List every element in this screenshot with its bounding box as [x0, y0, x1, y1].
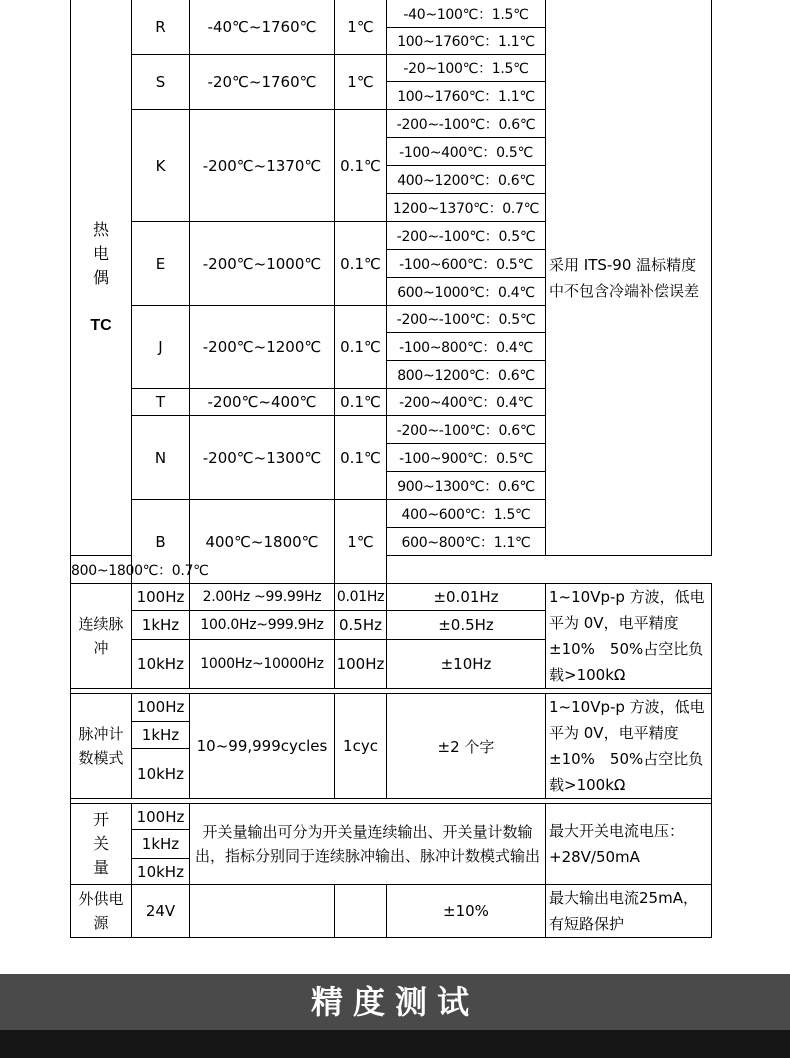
tc-accuracy: -100~400℃：0.5℃: [387, 138, 546, 166]
supply-range-empty: [190, 885, 335, 938]
count-range: 10~99,999cycles: [190, 694, 335, 799]
count-resolution: 1cyc: [335, 694, 387, 799]
tc-accuracy: 600~800℃：1.1℃: [387, 528, 546, 556]
tc-accuracy: -200~-100℃：0.6℃: [387, 110, 546, 138]
spec-table: [70, 0, 712, 938]
tc-type: R: [132, 0, 190, 55]
pulse-range: 100.0Hz~999.9Hz: [190, 611, 335, 639]
tc-accuracy: 100~1760℃：1.1℃: [387, 28, 546, 55]
tc-resolution: 1℃: [335, 0, 387, 55]
tc-accuracy: 900~1300℃：0.6℃: [387, 472, 546, 500]
tc-range: 400℃~1800℃: [190, 500, 335, 584]
pulse-resolution: 100Hz: [335, 639, 387, 688]
count-frequency: 100Hz: [132, 694, 190, 722]
section-banner: [0, 974, 790, 1058]
tc-type: E: [132, 222, 190, 306]
tc-type: T: [132, 389, 190, 416]
tc-resolution: 0.1℃: [335, 389, 387, 416]
tc-accuracy: -200~400℃：0.4℃: [387, 389, 546, 416]
tc-type: J: [132, 306, 190, 389]
tc-range: -200℃~400℃: [190, 389, 335, 416]
tc-accuracy: -200~-100℃：0.5℃: [387, 222, 546, 250]
tc-accuracy: 800~1800℃：0.7℃: [71, 556, 132, 584]
tc-type: S: [132, 55, 190, 110]
tc-accuracy: -100~800℃：0.4℃: [387, 333, 546, 361]
tc-accuracy: 100~1760℃：1.1℃: [387, 82, 546, 110]
switch-description: 开关量输出可分为开关量连续输出、开关量计数输出，指标分别同于连续脉冲输出、脉冲计数模式输出: [190, 804, 546, 885]
supply-voltage: 24V: [132, 885, 190, 938]
tc-accuracy: 400~1200℃：0.6℃: [387, 166, 546, 194]
tc-accuracy: 600~1000℃：0.4℃: [387, 278, 546, 306]
switch-frequency: 100Hz: [132, 804, 190, 830]
supply-accuracy: ±10%: [387, 885, 546, 938]
tc-accuracy: 1200~1370℃：0.7℃: [387, 194, 546, 222]
tc-range: -200℃~1200℃: [190, 306, 335, 389]
count-frequency: 10kHz: [132, 749, 190, 799]
switch-frequency: 1kHz: [132, 830, 190, 859]
tc-range: -20℃~1760℃: [190, 55, 335, 110]
tc-resolution: 0.1℃: [335, 416, 387, 500]
continuous-pulse-note: 1~10Vp-p 方波，低电平为 0V，电平精度±10% 50%占空比负载>100kΩ: [546, 584, 712, 689]
supply-note: 最大输出电流25mA，有短路保护: [546, 885, 712, 938]
tc-accuracy: 800~1200℃：0.6℃: [387, 361, 546, 389]
tc-resolution: 0.1℃: [335, 110, 387, 222]
supply-resolution-empty: [335, 885, 387, 938]
tc-type: N: [132, 416, 190, 500]
switch-note: 最大开关电流电压：+28V/50mA: [546, 804, 712, 885]
thermocouple-group-label: 热 电 偶 TC: [71, 0, 132, 556]
tc-type: B: [132, 500, 190, 584]
tc-range: -200℃~1000℃: [190, 222, 335, 306]
banner-title: 精度测试: [310, 983, 479, 1021]
tc-accuracy: -40~100℃：1.5℃: [387, 0, 546, 28]
tc-accuracy: 400~600℃：1.5℃: [387, 500, 546, 528]
pulse-frequency: 1kHz: [132, 611, 190, 639]
count-frequency: 1kHz: [132, 721, 190, 749]
pulse-frequency: 100Hz: [132, 584, 190, 611]
banner-bottom-band: [0, 1030, 790, 1058]
tc-resolution: 1℃: [335, 55, 387, 110]
tc-resolution: 0.1℃: [335, 306, 387, 389]
pulse-frequency: 10kHz: [132, 639, 190, 688]
tc-accuracy: -100~900℃：0.5℃: [387, 444, 546, 472]
thermocouple-code: TC: [90, 316, 112, 334]
tc-range: -200℃~1300℃: [190, 416, 335, 500]
tc-range: -40℃~1760℃: [190, 0, 335, 55]
tc-type: K: [132, 110, 190, 222]
tc-accuracy: -100~600℃：0.5℃: [387, 250, 546, 278]
tc-accuracy: -20~100℃：1.5℃: [387, 55, 546, 82]
switch-output-label: 开 关 量: [71, 804, 132, 885]
pulse-resolution: 0.01Hz: [335, 584, 387, 611]
pulse-count-label: 脉冲计数模式: [71, 694, 132, 799]
tc-range: -200℃~1370℃: [190, 110, 335, 222]
tc-accuracy: -200~-100℃：0.5℃: [387, 306, 546, 333]
pulse-accuracy: ±0.01Hz: [387, 584, 546, 611]
pulse-range: 1000Hz~10000Hz: [190, 639, 335, 688]
tc-resolution: 1℃: [335, 500, 387, 584]
switch-frequency: 10kHz: [132, 859, 190, 885]
pulse-count-note: 1~10Vp-p 方波，低电平为 0V，电平精度±10% 50%占空比负载>100kΩ: [546, 694, 712, 799]
tc-resolution: 0.1℃: [335, 222, 387, 306]
pulse-resolution: 0.5Hz: [335, 611, 387, 639]
external-supply-label: 外供电源: [71, 885, 132, 938]
pulse-accuracy: ±10Hz: [387, 639, 546, 688]
tc-accuracy: -200~-100℃：0.6℃: [387, 416, 546, 444]
continuous-pulse-label: 连续脉冲: [71, 584, 132, 689]
thermocouple-note: 采用 ITS-90 温标精度中不包含冷端补偿误差: [546, 0, 712, 556]
pulse-accuracy: ±0.5Hz: [387, 611, 546, 639]
count-accuracy: ±2 个字: [387, 694, 546, 799]
pulse-range: 2.00Hz ~99.99Hz: [190, 584, 335, 611]
